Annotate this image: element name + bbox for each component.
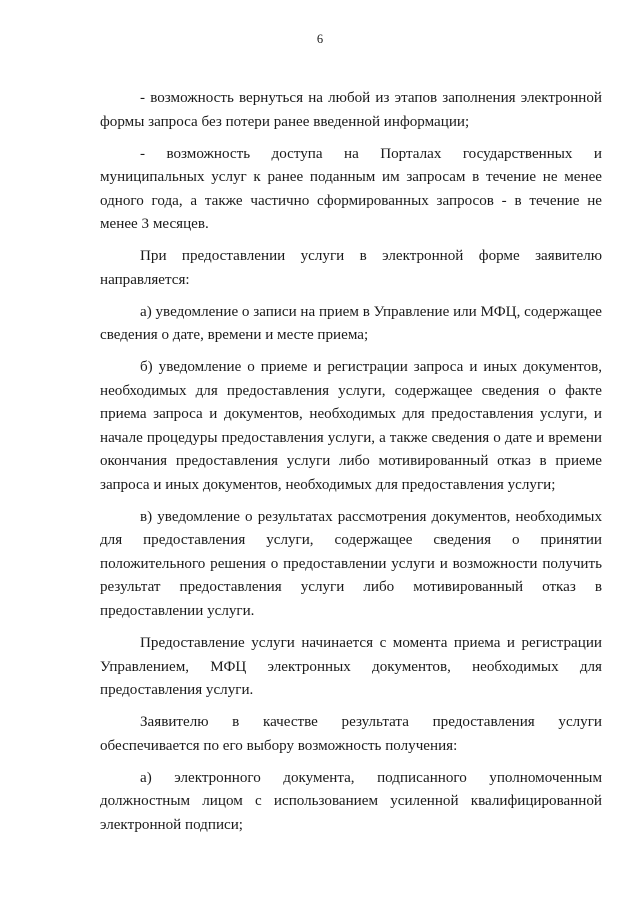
paragraph-notification-v: в) уведомление о результатах рассмотрения документов, необходимых для предоставления услуги, содержащее сведения о принятии положительного решения о предоставлении услуги и возможности получить результат предоставления услуги либо мотивированный отказ в предоставлении услуги. [100,508,602,619]
paragraph-electronic-notification-intro: При предоставлении услуги в электронной форме заявителю направляется: [100,248,602,288]
paragraph-return-to-step: - возможность вернуться на любой из этапов заполнения электронной формы запроса без потери ранее введенной информации; [100,90,602,130]
paragraph-portal-access: - возможность доступа на Порталах государственных и муниципальных услуг к ранее поданным им запросам в течение не менее одного года, а также частично сформированных запросов - в течение не менее 3 месяцев. [100,145,602,233]
paragraph-service-start: Предоставление услуги начинается с момента приема и регистрации Управлением, МФЦ электронных документов, необходимых для предоставления услуги. [100,635,602,699]
paragraph-notification-a: а) уведомление о записи на прием в Управление или МФЦ, содержащее сведения о дате, времени и месте приема; [100,303,603,344]
paragraph-notification-b: б) уведомление о приеме и регистрации запроса и иных документов, необходимых для предоставления услуги, содержащее сведения о факте приема запроса и документов, необходимых для предоставления услуги, и начале процедуры предоставления услуги, а также сведения о дате и времени окончания предоставления услуги либо мотивированный отказ в приеме запроса и иных документов, необходимых для предоставления услуги; [100,359,602,493]
document-body [100,87,602,846]
page-number: 6 [316,32,324,46]
paragraph-result-options-intro: Заявителю в качестве результата предоставления услуги обеспечивается по его выбору возможность получения: [100,714,602,754]
paragraph-result-option-a: а) электронного документа, подписанного уполномоченным должностным лицом с использованием усиленной квалифицированной электронной подписи; [100,769,602,833]
